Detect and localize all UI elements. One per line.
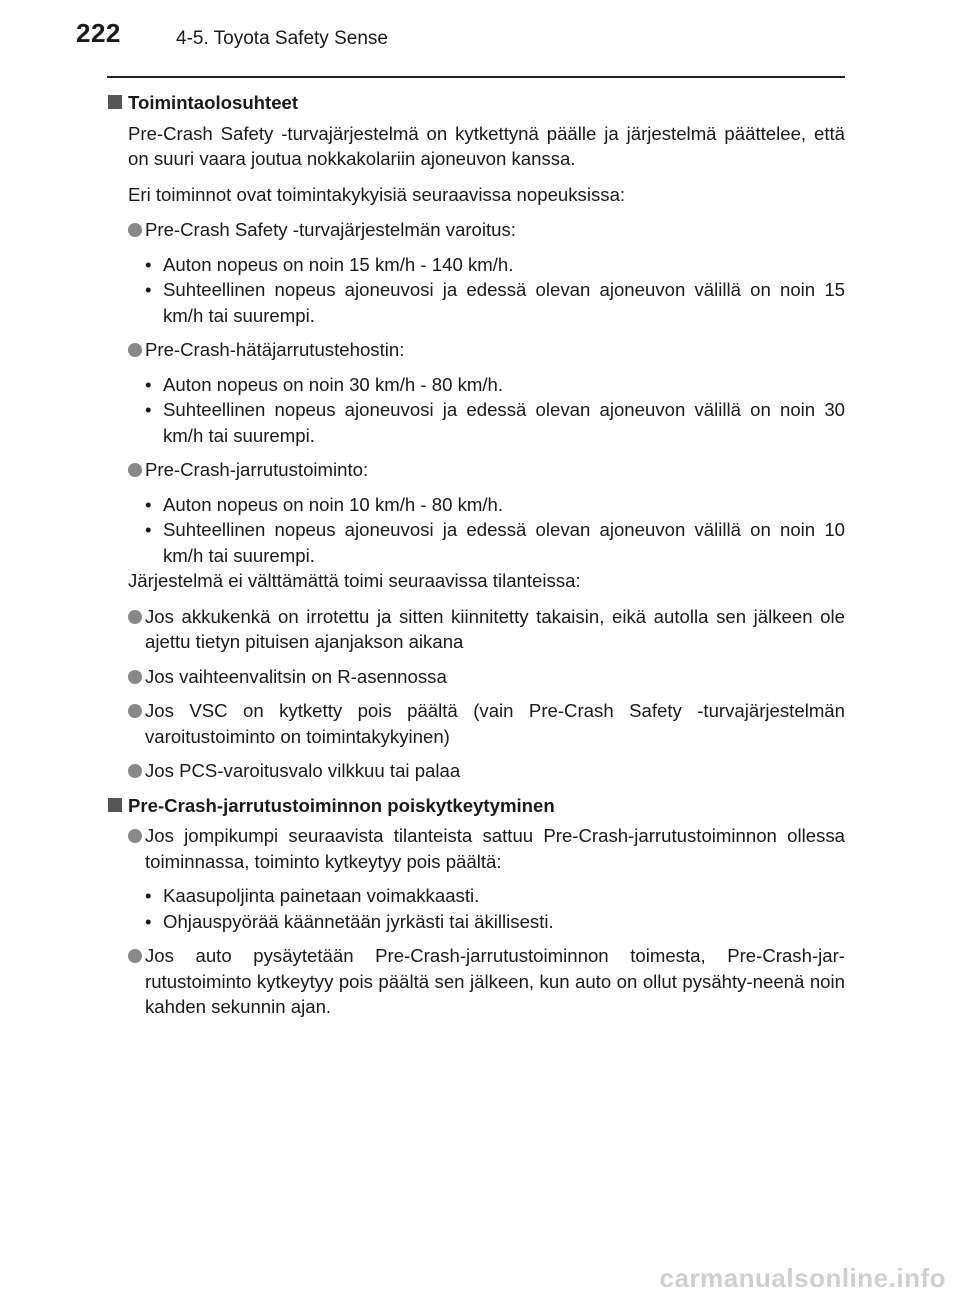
not-working-item: Jos PCS-varoitusvalo vilkkuu tai palaa — [107, 758, 845, 784]
circle-bullet-icon — [128, 670, 142, 684]
intro-paragraph: Pre-Crash Safety -turvajärjestelmä on kytkettynä päälle ja järjestelmä päättelee, että on suuri vaara joutua nokkakolariin ajoneuvon kanssa. — [128, 122, 845, 169]
condition-item: • Suhteellinen nopeus ajoneuvosi ja edessä olevan ajoneuvon välillä on noin 30 km/h tai suurempi. — [145, 399, 845, 446]
condition-item: • Kaasupoljinta painetaan voimakkaasti. — [145, 885, 480, 906]
circle-bullet-icon — [128, 223, 142, 237]
circle-bullet-icon — [128, 610, 142, 624]
condition-list — [107, 492, 845, 569]
page-content — [107, 90, 845, 1029]
function-item: Pre-Crash Safety -turvajärjestelmän varoitus: — [107, 217, 845, 243]
page-number: 222 — [76, 18, 121, 48]
circle-bullet-icon — [128, 704, 142, 718]
condition-list — [107, 252, 845, 329]
cancel-item: Jos auto pysäytetään Pre-Crash-jarrutustoiminnon toimesta, Pre-Crash-jar-rutustoiminto kytkeytyy pois päältä sen jälkeen, kun auto on ollut pysähty-neenä noin kahden sekunnin ajan. — [107, 943, 845, 1020]
circle-bullet-icon — [128, 343, 142, 357]
circle-bullet-icon — [128, 764, 142, 778]
header-rule — [107, 76, 845, 78]
not-working-intro: Järjestelmä ei välttämättä toimi seuraavissa tilanteissa: — [128, 570, 581, 591]
circle-bullet-icon — [128, 949, 142, 963]
section-heading: Pre-Crash-jarrutustoiminnon poiskytkeytyminen — [107, 793, 845, 819]
circle-bullet-icon — [128, 829, 142, 843]
circle-bullet-icon — [128, 463, 142, 477]
function-item: Pre-Crash-jarrutustoiminto: — [107, 457, 845, 483]
condition-list — [107, 372, 845, 449]
condition-item: • Suhteellinen nopeus ajoneuvosi ja edessä olevan ajoneuvon välillä on noin 15 km/h tai suurempi. — [145, 279, 845, 326]
square-bullet-icon — [108, 798, 122, 812]
speeds-intro: Eri toiminnot ovat toimintakykyisiä seuraavissa nopeuksissa: — [128, 183, 626, 205]
section-title: 4-5. Toyota Safety Sense — [176, 28, 388, 49]
section-heading: Toimintaolosuhteet — [107, 90, 845, 116]
not-working-item: Jos VSC on kytketty pois päältä (vain Pre-Crash Safety -turvajärjestelmän varoitustoiminto on toimintakykyinen) — [107, 698, 845, 749]
condition-item: • Auton nopeus on noin 15 km/h - 140 km/h. — [145, 253, 514, 275]
square-bullet-icon — [108, 95, 122, 109]
condition-item: • Ohjauspyörää käännetään jyrkästi tai äkillisesti. — [145, 910, 554, 932]
condition-item: • Auton nopeus on noin 30 km/h - 80 km/h. — [145, 373, 504, 395]
condition-item: • Suhteellinen nopeus ajoneuvosi ja edessä olevan ajoneuvon välillä on noin 10 km/h tai suurempi. — [145, 519, 845, 566]
not-working-item: Jos akkukenkä on irrotettu ja sitten kiinnitetty takaisin, eikä autolla sen jälkeen ole ajettu tietyn pituisen ajanjakson aikana — [107, 604, 845, 655]
not-working-item: Jos vaihteenvalitsin on R-asennossa — [107, 664, 845, 690]
watermark: carmanualsonline.info — [659, 1263, 946, 1293]
condition-list — [107, 883, 845, 934]
cancel-item: Jos jompikumpi seuraavista tilanteista sattuu Pre-Crash-jarrutustoiminnon ollessa toiminnassa, toiminto kytkeytyy pois päältä: — [107, 823, 845, 874]
condition-item: • Auton nopeus on noin 10 km/h - 80 km/h. — [145, 493, 504, 515]
function-item: Pre-Crash-hätäjarrutustehostin: — [107, 337, 845, 363]
